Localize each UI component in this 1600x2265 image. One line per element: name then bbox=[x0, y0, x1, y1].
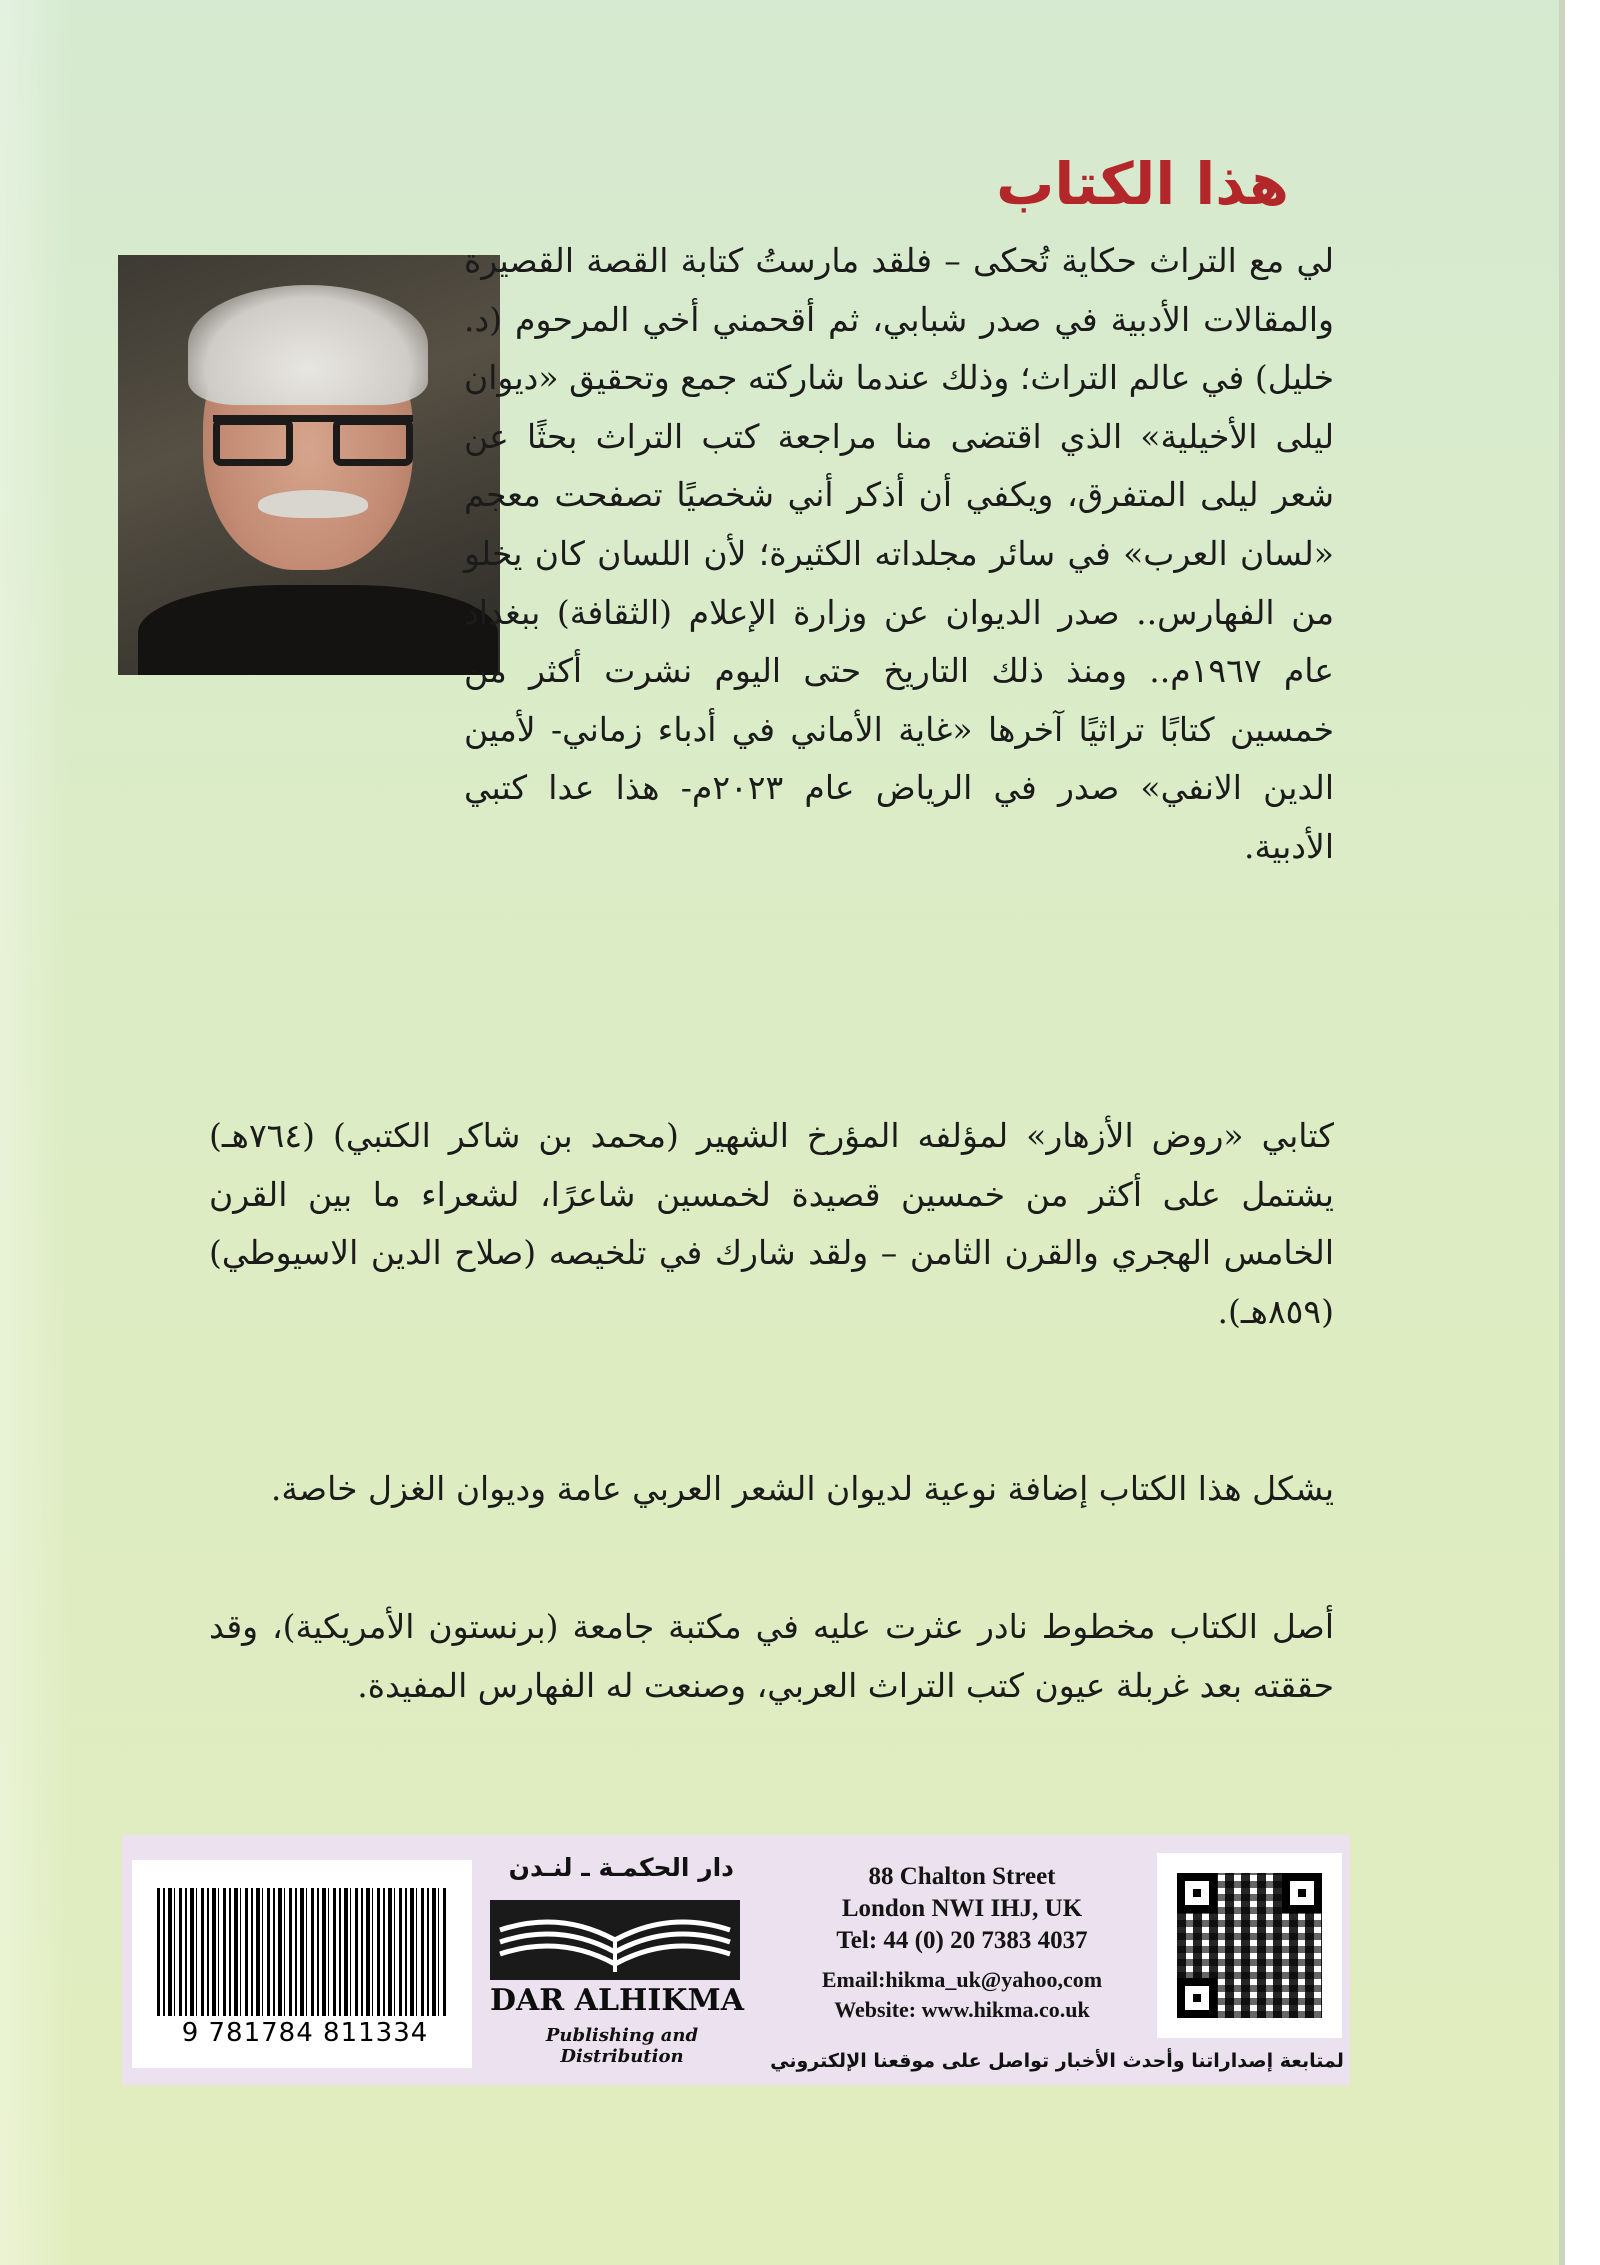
barcode bbox=[132, 1860, 472, 2068]
address-city: London NWI IHJ, UK bbox=[841, 1895, 1083, 1922]
address-website: Website: www.hikma.co.uk bbox=[834, 1997, 1090, 2022]
barcode-bars bbox=[157, 1888, 447, 2016]
section-title: هذا الكتاب bbox=[996, 150, 1289, 218]
publisher-name-english: DAR ALHIKMA bbox=[490, 1983, 744, 2018]
cover-edge-shading bbox=[0, 0, 70, 2265]
paragraph-3: يشكل هذا الكتاب إضافة نوعية لديوان الشعر العربي عامة وديوان الغزل خاصة. bbox=[270, 1469, 1334, 1508]
paragraph-1: لي مع التراث حكاية تُحكى – فلقد مارستُ كتابة القصة القصيرة والمقالات الأدبية في صدر شبابي، ثم أقحمني أخي المرحوم (د. خليل) في عالم التراث؛ وذلك عندما شاركته جمع وتحقيق «ديوان ليلى الأخيلية» الذي اقتضى منا مراجعة كتب التراث بحثًا عن شعر ليلى المتفرق، ويكفي أن أذكر أني شخصيًا تصفحت معجم «لسان العرب» في سائر مجلداته الكثيرة؛ لأن اللسان كان يخلو من الفهارس.. صدر الديوان عن وزارة الإعلام (الثقافة) ببغداد عام ١٩٦٧م.. ومنذ ذلك التاريخ حتى اليوم نشرت أكثر من خمسين كتابًا تراثيًا آخرها «غاية الأماني في أدباء زماني- لأمين الدين الانفي» صدر في الرياض عام ٢٠٢٣م- هذا عدا كتبي الأدبية. bbox=[464, 241, 1335, 866]
address-street: 88 Chalton Street bbox=[868, 1863, 1056, 1890]
open-book-icon bbox=[490, 1900, 740, 1980]
qr-finder-top-right bbox=[1282, 1873, 1322, 1913]
intro-text-block bbox=[464, 232, 1334, 877]
follow-website-text: لمتابعة إصداراتنا وأحدث الأخبار تواصل على موقعنا الإلكتروني bbox=[770, 2050, 1344, 2072]
qr-finder-bottom-left bbox=[1177, 1978, 1217, 2018]
paragraph-4: أصل الكتاب مخطوط نادر عثرت عليه في مكتبة جامعة (برنستون الأمريكية)، وقد حققته بعد غربلة عيون كتب التراث العربي، وصنعت له الفهارس المفيدة. bbox=[209, 1607, 1334, 1705]
qr-finder-top-left bbox=[1177, 1873, 1217, 1913]
isbn-number: 9 781784 811334 bbox=[181, 2018, 429, 2048]
paragraph-2: كتابي «روض الأزهار» لمؤلفه المؤرخ الشهير (محمد بن شاكر الكتبي) (٧٦٤هـ) يشتمل على أكثر من خمسين قصيدة لخمسين شاعرًا، لشعراء ما بين القرن الخامس الهجري والقرن الثامن – ولقد شارك في تلخيصه (صلاح الدين الاسيوطي) (٨٥٩هـ). bbox=[209, 1116, 1334, 1331]
photo-mustache bbox=[258, 490, 368, 518]
qr-code[interactable] bbox=[1157, 1853, 1342, 2038]
address-phone: Tel: 44 (0) 20 7383 4037 bbox=[836, 1927, 1088, 1954]
publisher-address bbox=[762, 1861, 1162, 2025]
publisher-footer bbox=[122, 1835, 1350, 2085]
publisher-subtitle: Publishing and Distribution bbox=[545, 2025, 699, 2067]
address-email: Email:hikma_uk@yahoo,com bbox=[821, 1967, 1103, 1992]
author-photo bbox=[118, 255, 500, 675]
photo-shirt bbox=[138, 585, 498, 675]
publisher-name-arabic: دار الحكمـة ـ لنـدن bbox=[508, 1853, 734, 1882]
publisher-logo bbox=[490, 1900, 740, 1980]
photo-glasses bbox=[213, 415, 413, 472]
photo-hair bbox=[188, 285, 428, 405]
